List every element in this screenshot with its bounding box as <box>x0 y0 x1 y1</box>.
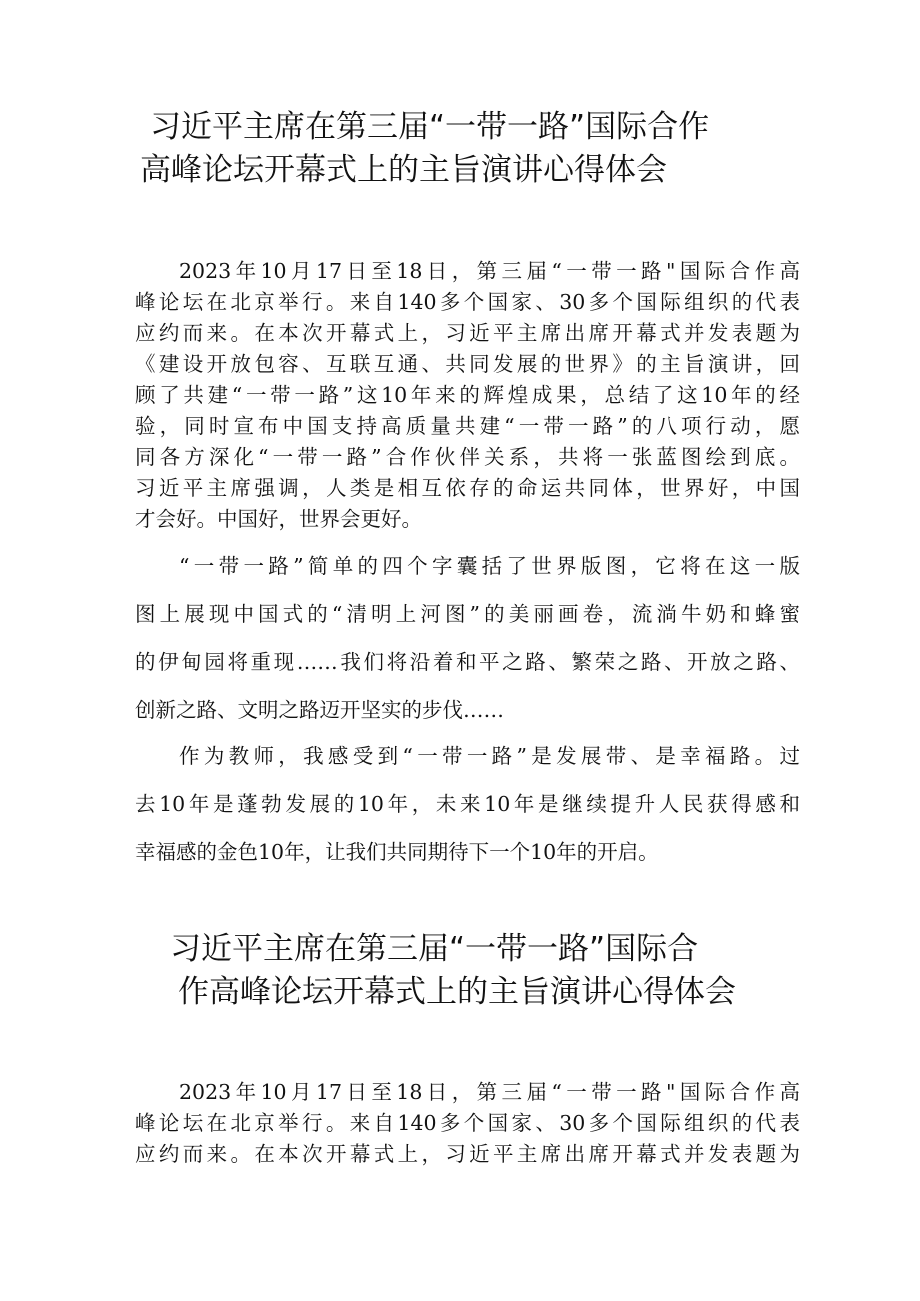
paragraph-line: 作为教师，我感受到“一带一路”是发展带、是幸福路。过 <box>179 744 800 768</box>
body-paragraph <box>135 732 800 876</box>
paragraph-line: 才会好。中国好，世界会更好。 <box>135 507 422 531</box>
document-title <box>170 928 736 1014</box>
document-title <box>140 106 709 192</box>
paragraph-line: 图上展现中国式的“清明上河图”的美丽画卷，流淌牛奶和蜂蜜 <box>135 602 800 626</box>
paragraph-line: “一带一路”简单的四个字囊括了世界版图，它将在这一版 <box>179 554 800 578</box>
paragraph-line: 创新之路、文明之路迈开坚实的步伐…… <box>135 698 504 722</box>
paragraph-line: 习近平主席强调，人类是相互依存的命运共同体，世界好，中国 <box>135 476 800 500</box>
paragraph-line: 验，同时宣布中国支持高质量共建“一带一路”的八项行动，愿 <box>135 414 800 438</box>
paragraph-line: 《建设开放包容、互联互通、共同发展的世界》的主旨演讲，回 <box>135 352 800 376</box>
paragraph-line: 应约而来。在本次开幕式上，习近平主席出席开幕式并发表题为 <box>135 321 800 345</box>
paragraph-line: 峰论坛在北京举行。来自140多个国家、30多个国际组织的代表 <box>135 1111 800 1135</box>
title-line: 高峰论坛开幕式上的主旨演讲心得体会 <box>140 152 667 188</box>
paragraph-line: 幸福感的金色10年，让我们共同期待下一个10年的开启。 <box>135 840 659 864</box>
paragraph-line: 的伊甸园将重现……我们将沿着和平之路、繁荣之路、开放之路、 <box>135 650 800 674</box>
paragraph-line: 2023年10月17日至18日，第三届“一带一路"国际合作高 <box>179 259 800 283</box>
title-line: 习近平主席在第三届“一带一路”国际合作 <box>150 109 710 145</box>
title-line: 习近平主席在第三届“一带一路”国际合 <box>170 931 699 967</box>
paragraph-line: 顾了共建“一带一路”这10年来的辉煌成果，总结了这10年的经 <box>135 383 800 407</box>
paragraph-line: 2023年10月17日至18日，第三届“一带一路"国际合作高 <box>179 1080 800 1104</box>
paragraph-line: 应约而来。在本次开幕式上，习近平主席出席开幕式并发表题为 <box>135 1142 800 1166</box>
body-paragraph <box>135 1077 800 1170</box>
paragraph-line: 去10年是蓬勃发展的10年，未来10年是继续提升人民获得感和 <box>135 792 800 816</box>
body-paragraph <box>135 542 800 734</box>
body-paragraph <box>135 256 800 535</box>
paragraph-line: 峰论坛在北京举行。来自140多个国家、30多个国际组织的代表 <box>135 290 800 314</box>
title-line: 作高峰论坛开幕式上的主旨演讲心得体会 <box>178 974 736 1010</box>
paragraph-line: 同各方深化“一带一路”合作伙伴关系，共将一张蓝图绘到底。 <box>135 445 800 469</box>
